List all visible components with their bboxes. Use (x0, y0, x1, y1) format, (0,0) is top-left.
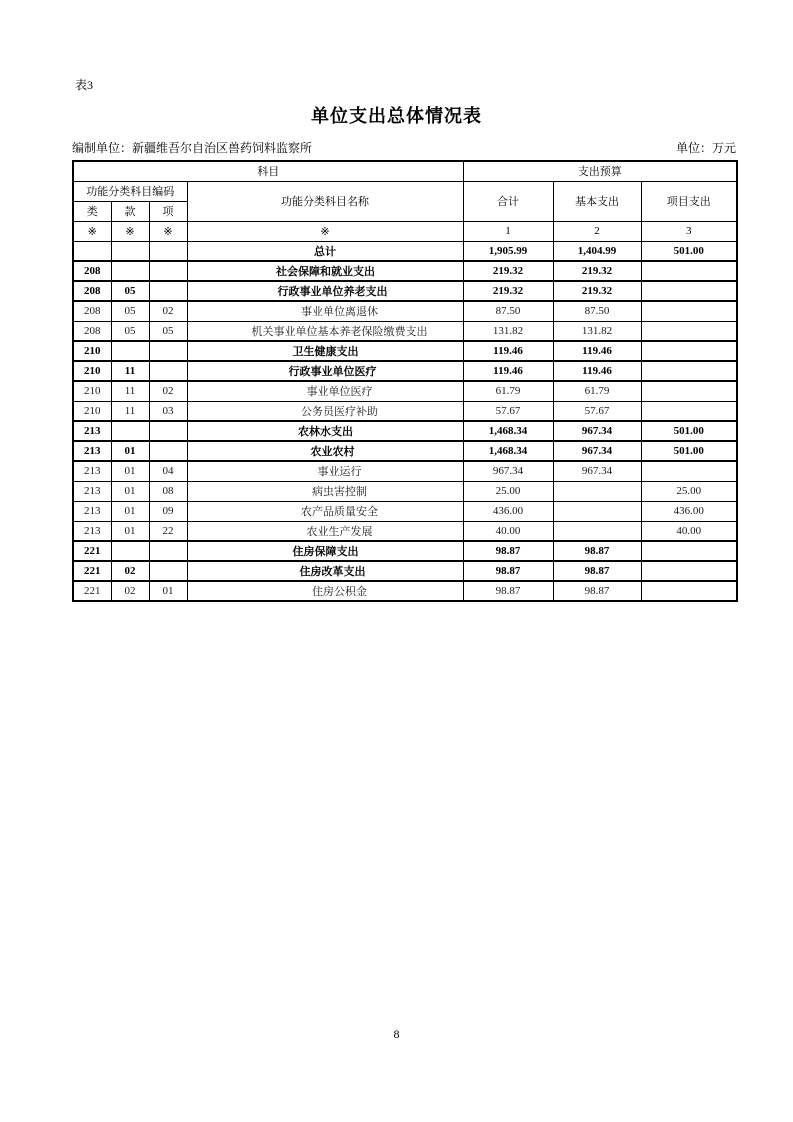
class-code-cell (73, 241, 111, 261)
section-code-cell (111, 341, 149, 361)
item-code-cell: 08 (149, 481, 187, 501)
project-amount-cell (641, 581, 737, 601)
expenditure-summary-table (72, 160, 738, 602)
page-title: 单位支出总体情况表 (311, 106, 482, 126)
basic-amount-cell: 98.87 (553, 581, 641, 601)
class-code-cell: 210 (73, 361, 111, 381)
section-code-cell (111, 261, 149, 281)
basic-amount-cell: 967.34 (553, 421, 641, 441)
item-code-cell (149, 561, 187, 581)
total-amount-cell: 1,905.99 (463, 241, 553, 261)
total-amount-cell: 98.87 (463, 541, 553, 561)
section-code-cell: 01 (111, 461, 149, 481)
table-meta-row (72, 139, 736, 156)
project-amount-cell (641, 281, 737, 301)
section-code-cell: 02 (111, 581, 149, 601)
item-code-cell: 03 (149, 401, 187, 421)
total-amount-cell: 87.50 (463, 301, 553, 321)
total-amount-cell: 98.87 (463, 581, 553, 601)
class-code-cell: 221 (73, 541, 111, 561)
basic-amount-cell: 87.50 (553, 301, 641, 321)
table-number-label: 表3 (75, 78, 94, 92)
item-code-cell (149, 281, 187, 301)
item-code-cell (149, 441, 187, 461)
class-code-cell: 208 (73, 321, 111, 341)
class-code-cell: 213 (73, 481, 111, 501)
total-amount-cell: 40.00 (463, 521, 553, 541)
total-amount-cell: 119.46 (463, 361, 553, 381)
subject-name-cell: 住房保障支出 (187, 541, 463, 561)
item-code-header: 项 (149, 201, 187, 221)
class-code-cell: 213 (73, 461, 111, 481)
total-amount-cell: 61.79 (463, 381, 553, 401)
project-amount-cell (641, 401, 737, 421)
total-amount-cell: 219.32 (463, 281, 553, 301)
table-row (73, 561, 737, 581)
basic-amount-cell: 1,404.99 (553, 241, 641, 261)
basic-amount-cell: 131.82 (553, 321, 641, 341)
item-code-cell (149, 241, 187, 261)
code-group-header: 功能分类科目编码 (73, 181, 187, 201)
table-row (73, 461, 737, 481)
subject-name-cell: 行政事业单位养老支出 (187, 281, 463, 301)
section-code-cell: 01 (111, 441, 149, 461)
basic-amount-cell (553, 521, 641, 541)
project-amount-cell (641, 321, 737, 341)
subject-name-cell: 事业运行 (187, 461, 463, 481)
total-amount-cell: 98.87 (463, 561, 553, 581)
mark-cell: ※ (73, 221, 111, 241)
mark-cell: ※ (111, 221, 149, 241)
project-amount-cell: 40.00 (641, 521, 737, 541)
project-amount-cell (641, 561, 737, 581)
item-code-cell: 02 (149, 381, 187, 401)
section-code-cell (111, 421, 149, 441)
table-row (73, 341, 737, 361)
table-row (73, 281, 737, 301)
basic-amount-cell: 119.46 (553, 341, 641, 361)
total-amount-cell: 57.67 (463, 401, 553, 421)
subject-name-cell: 住房改革支出 (187, 561, 463, 581)
project-amount-cell: 25.00 (641, 481, 737, 501)
basic-amount-cell: 219.32 (553, 261, 641, 281)
item-code-cell: 02 (149, 301, 187, 321)
header-row-marks (73, 221, 737, 241)
section-code-cell: 11 (111, 381, 149, 401)
column-index-cell: 2 (553, 221, 641, 241)
section-code-cell: 11 (111, 401, 149, 421)
basic-amount-cell: 98.87 (553, 561, 641, 581)
section-code-cell: 02 (111, 561, 149, 581)
subject-name-cell: 农业生产发展 (187, 521, 463, 541)
class-code-header: 类 (73, 201, 111, 221)
basic-amount-cell: 57.67 (553, 401, 641, 421)
column-index-cell: 1 (463, 221, 553, 241)
header-row-columns (73, 181, 737, 201)
project-amount-cell (641, 541, 737, 561)
section-code-cell: 11 (111, 361, 149, 381)
table-row (73, 261, 737, 281)
class-code-cell: 210 (73, 401, 111, 421)
class-code-cell: 221 (73, 561, 111, 581)
subject-group-header: 科目 (73, 161, 463, 181)
subject-name-cell: 机关事业单位基本养老保险缴费支出 (187, 321, 463, 341)
table-row (73, 501, 737, 521)
section-code-cell: 01 (111, 521, 149, 541)
class-code-cell: 213 (73, 421, 111, 441)
subject-name-cell: 公务员医疗补助 (187, 401, 463, 421)
basic-amount-cell: 967.34 (553, 461, 641, 481)
total-amount-cell: 219.32 (463, 261, 553, 281)
subject-name-cell: 农业农村 (187, 441, 463, 461)
table-body (73, 241, 737, 601)
table-row (73, 581, 737, 601)
total-amount-cell: 25.00 (463, 481, 553, 501)
subject-name-cell: 住房公积金 (187, 581, 463, 601)
project-amount-cell: 501.00 (641, 441, 737, 461)
subject-name-cell: 农林水支出 (187, 421, 463, 441)
class-code-cell: 208 (73, 281, 111, 301)
total-amount-cell: 131.82 (463, 321, 553, 341)
basic-expenditure-header: 基本支出 (553, 181, 641, 221)
subject-name-cell: 行政事业单位医疗 (187, 361, 463, 381)
project-amount-cell (641, 381, 737, 401)
class-code-cell: 221 (73, 581, 111, 601)
section-code-cell: 05 (111, 321, 149, 341)
table-row (73, 321, 737, 341)
subject-name-cell: 卫生健康支出 (187, 341, 463, 361)
class-code-cell: 208 (73, 301, 111, 321)
section-code-cell (111, 241, 149, 261)
table-row (73, 521, 737, 541)
subject-name-cell: 社会保障和就业支出 (187, 261, 463, 281)
basic-amount-cell: 119.46 (553, 361, 641, 381)
section-code-cell: 01 (111, 481, 149, 501)
project-expenditure-header: 项目支出 (641, 181, 737, 221)
section-code-cell (111, 541, 149, 561)
class-code-cell: 213 (73, 501, 111, 521)
item-code-cell: 09 (149, 501, 187, 521)
total-column-header: 合计 (463, 181, 553, 221)
total-amount-cell: 1,468.34 (463, 441, 553, 461)
item-code-cell (149, 261, 187, 281)
item-code-cell (149, 361, 187, 381)
class-code-cell: 210 (73, 381, 111, 401)
item-code-cell: 01 (149, 581, 187, 601)
item-code-cell: 04 (149, 461, 187, 481)
class-code-cell: 213 (73, 521, 111, 541)
class-code-cell: 210 (73, 341, 111, 361)
class-code-cell: 213 (73, 441, 111, 461)
total-amount-cell: 1,468.34 (463, 421, 553, 441)
project-amount-cell (641, 261, 737, 281)
project-amount-cell (641, 361, 737, 381)
item-code-cell (149, 341, 187, 361)
mark-cell: ※ (187, 221, 463, 241)
basic-amount-cell (553, 481, 641, 501)
section-code-header: 款 (111, 201, 149, 221)
basic-amount-cell: 219.32 (553, 281, 641, 301)
project-amount-cell: 501.00 (641, 241, 737, 261)
table-row (73, 361, 737, 381)
table-row (73, 301, 737, 321)
column-index-cell: 3 (641, 221, 737, 241)
item-code-cell: 22 (149, 521, 187, 541)
table-row (73, 381, 737, 401)
basic-amount-cell: 967.34 (553, 441, 641, 461)
project-amount-cell (641, 301, 737, 321)
table-row (73, 481, 737, 501)
subject-name-cell: 事业单位离退休 (187, 301, 463, 321)
total-amount-cell: 436.00 (463, 501, 553, 521)
subject-name-cell: 农产品质量安全 (187, 501, 463, 521)
section-code-cell: 05 (111, 281, 149, 301)
budget-group-header: 支出预算 (463, 161, 737, 181)
basic-amount-cell (553, 501, 641, 521)
subject-name-cell: 事业单位医疗 (187, 381, 463, 401)
project-amount-cell: 436.00 (641, 501, 737, 521)
total-amount-cell: 967.34 (463, 461, 553, 481)
mark-cell: ※ (149, 221, 187, 241)
header-row-groups (73, 161, 737, 181)
project-amount-cell (641, 461, 737, 481)
item-code-cell: 05 (149, 321, 187, 341)
project-amount-cell: 501.00 (641, 421, 737, 441)
item-code-cell (149, 541, 187, 561)
table-row (73, 241, 737, 261)
section-code-cell: 01 (111, 501, 149, 521)
project-amount-cell (641, 341, 737, 361)
currency-unit-label: 单位：万元 (675, 141, 736, 155)
class-code-cell: 208 (73, 261, 111, 281)
section-code-cell: 05 (111, 301, 149, 321)
total-amount-cell: 119.46 (463, 341, 553, 361)
compiler-unit-label: 编制单位：新疆维吾尔自治区兽药饲料监察所 (72, 141, 313, 155)
basic-amount-cell: 98.87 (553, 541, 641, 561)
subject-name-header: 功能分类科目名称 (187, 181, 463, 221)
table-row (73, 541, 737, 561)
basic-amount-cell: 61.79 (553, 381, 641, 401)
table-row (73, 421, 737, 441)
table-row (73, 401, 737, 421)
table-row (73, 441, 737, 461)
subject-name-cell: 病虫害控制 (187, 481, 463, 501)
subject-name-cell: 总计 (187, 241, 463, 261)
item-code-cell (149, 421, 187, 441)
page-number: 8 (393, 1027, 400, 1041)
